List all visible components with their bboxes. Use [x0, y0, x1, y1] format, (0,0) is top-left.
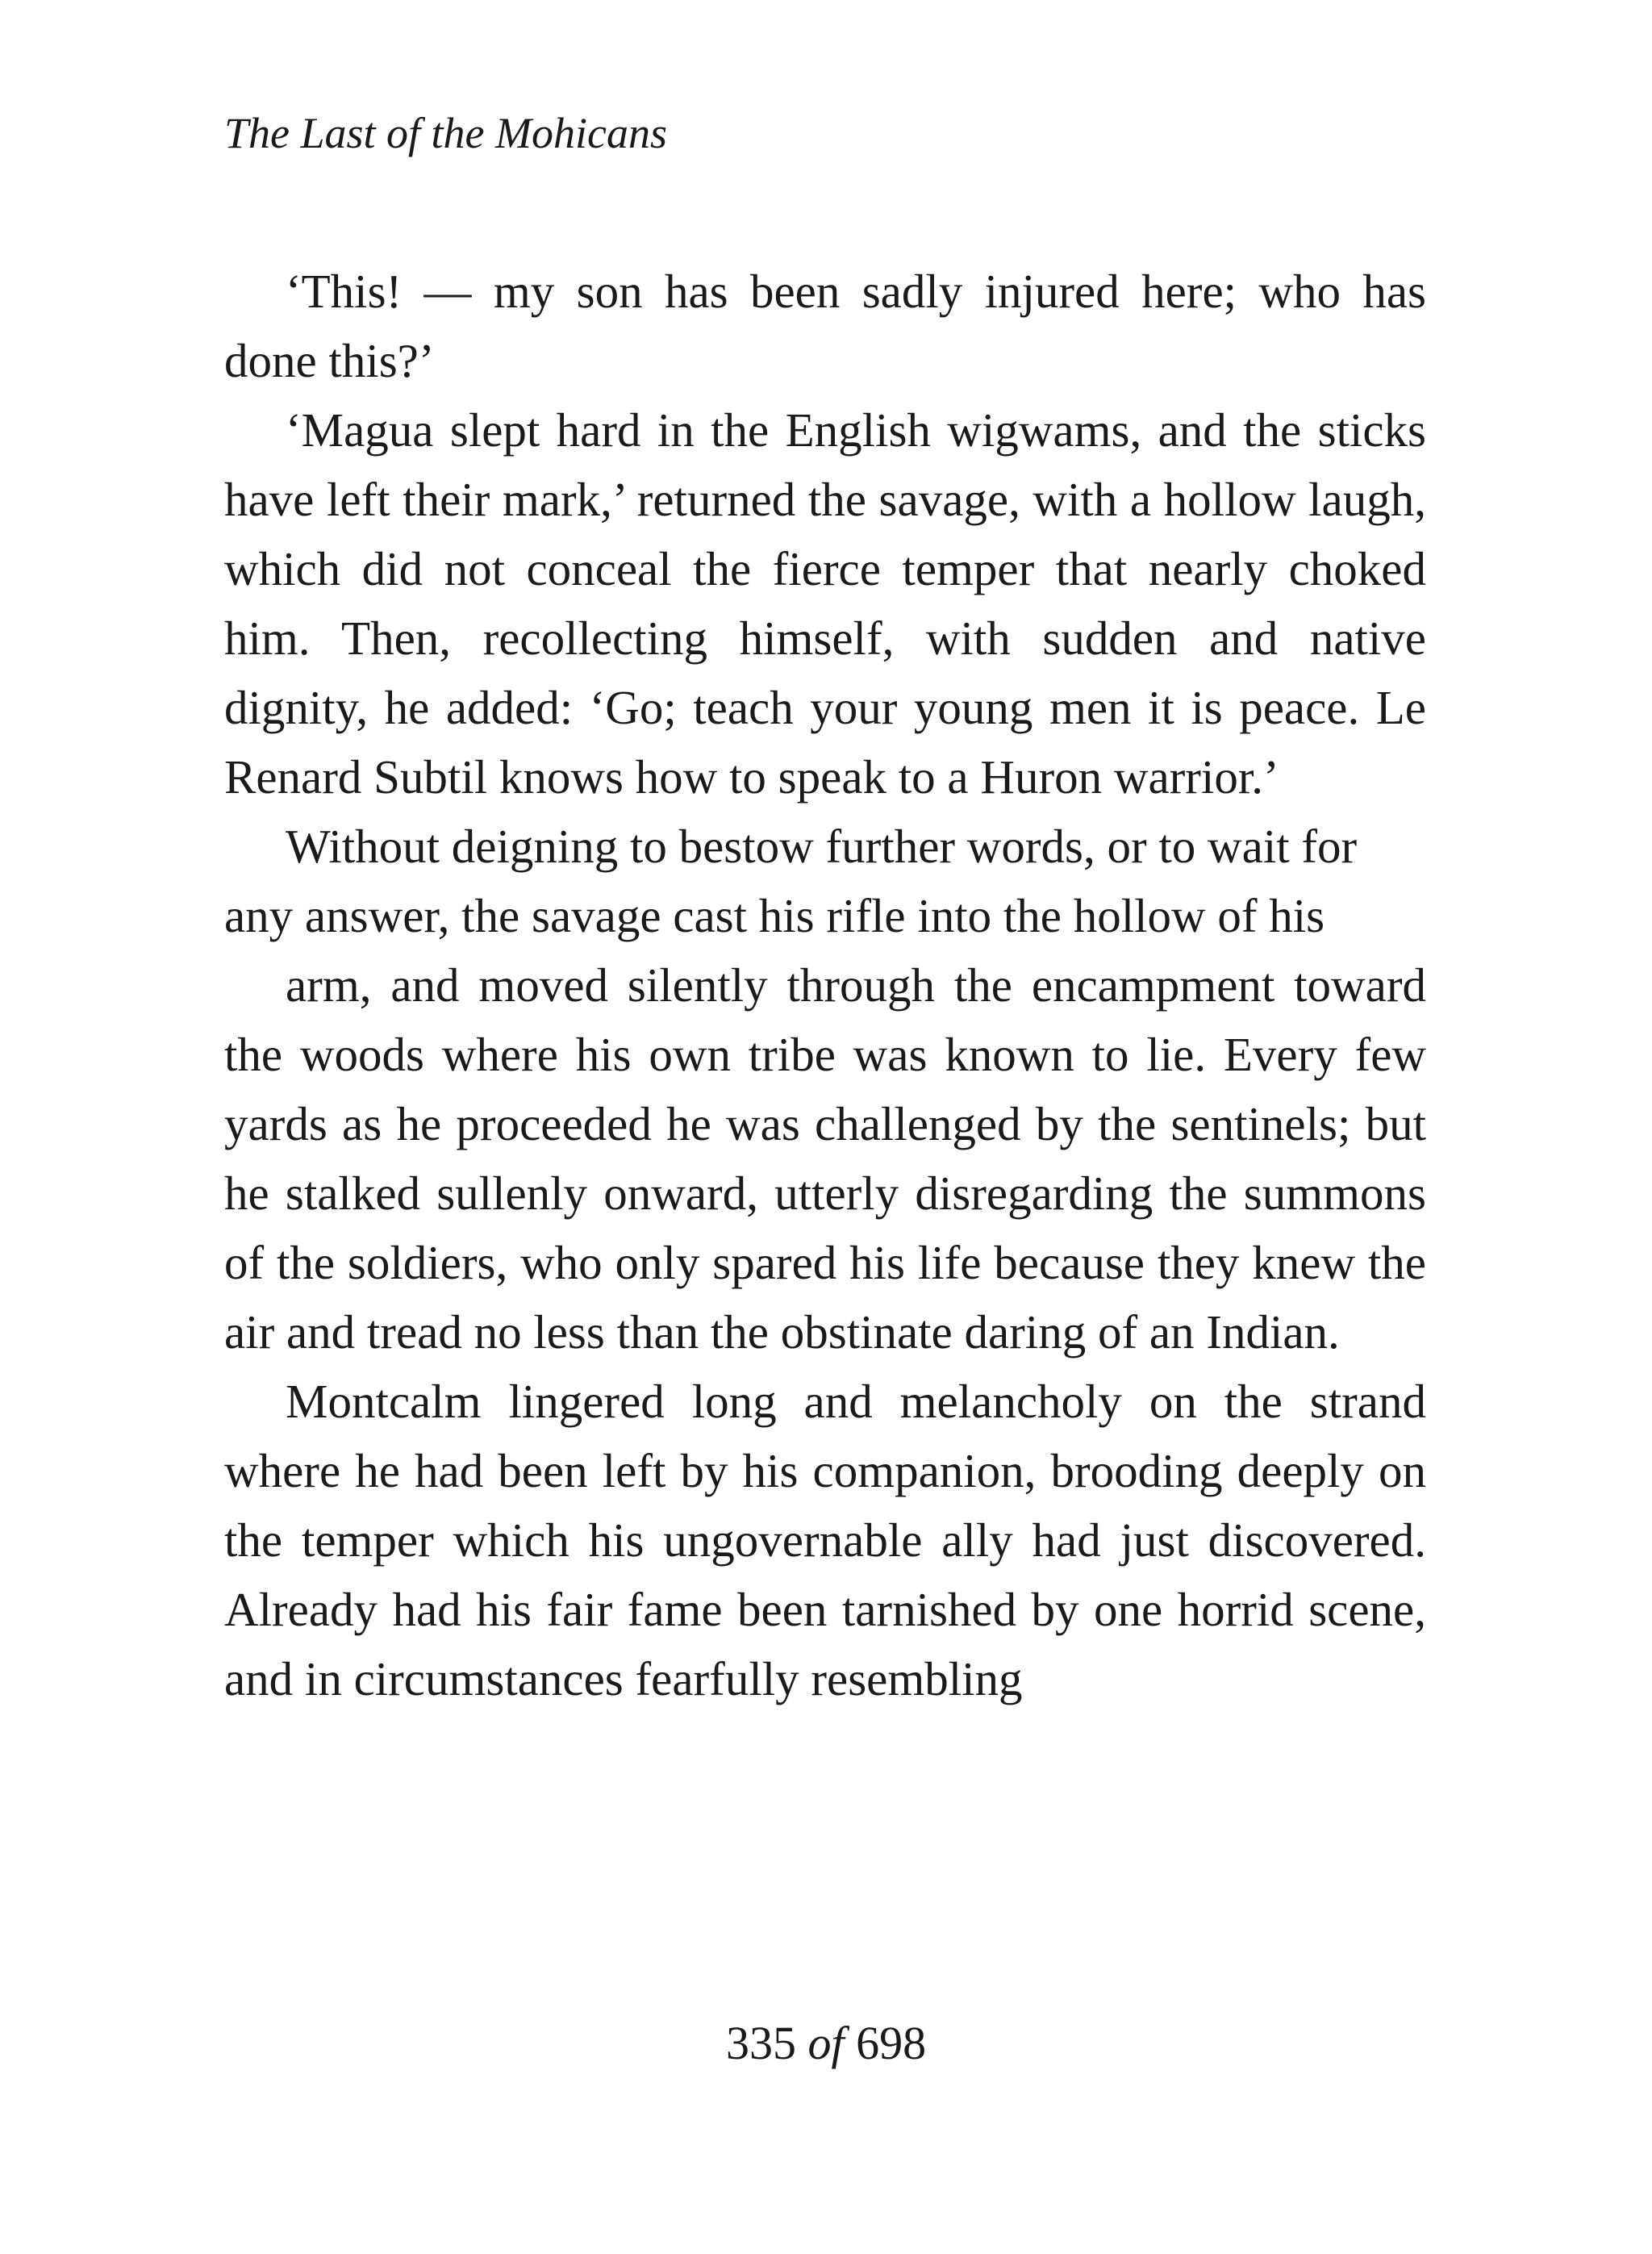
page-number: [0, 2015, 1652, 2072]
paragraph-4: arm, and moved silently through the encampment toward the woods where his own tribe was known to lie. Every few yards as he proceeded he was challenged by the sentinels; but he stalked sullenly onward, utterly disregarding the summons of the soldiers, who only spared his life because they knew the air and tread no less than the obstinate daring of an Indian.: [224, 958, 1426, 1359]
paragraph-5: Montcalm lingered long and melancholy on the strand where he had been left by his companion, brooding deeply on the temper which his ungovernable ally had just discovered. Already had his fair fame been tarnished by one horrid scene, and in circumstances fearfully resembling: [224, 1375, 1426, 1705]
page-number-total: 698: [856, 2017, 927, 2069]
paragraph-3: Without deigning to bestow further words, or to wait for any answer, the savage cast his rifle into the hollow of his: [224, 820, 1358, 942]
page-number-current: 335: [725, 2017, 796, 2069]
running-head: The Last of the Mohicans: [224, 109, 667, 157]
paragraph-2: ‘Magua slept hard in the English wigwams, and the sticks have left their mark,’ returned the savage, with a hollow laugh, which did not conceal the fierce temper that nearly choked him. Then, recollecting himself, with sudden and native dignity, he added: ‘Go; teach your young men it is peace. Le Renard Subtil knows how to speak to a Huron warrior.’: [224, 403, 1426, 804]
body-text: [224, 257, 1426, 1713]
page-number-separator: of: [807, 2017, 845, 2069]
paragraph-1: ‘This! — my son has been sadly injured here; who has done this?’: [224, 265, 1426, 387]
